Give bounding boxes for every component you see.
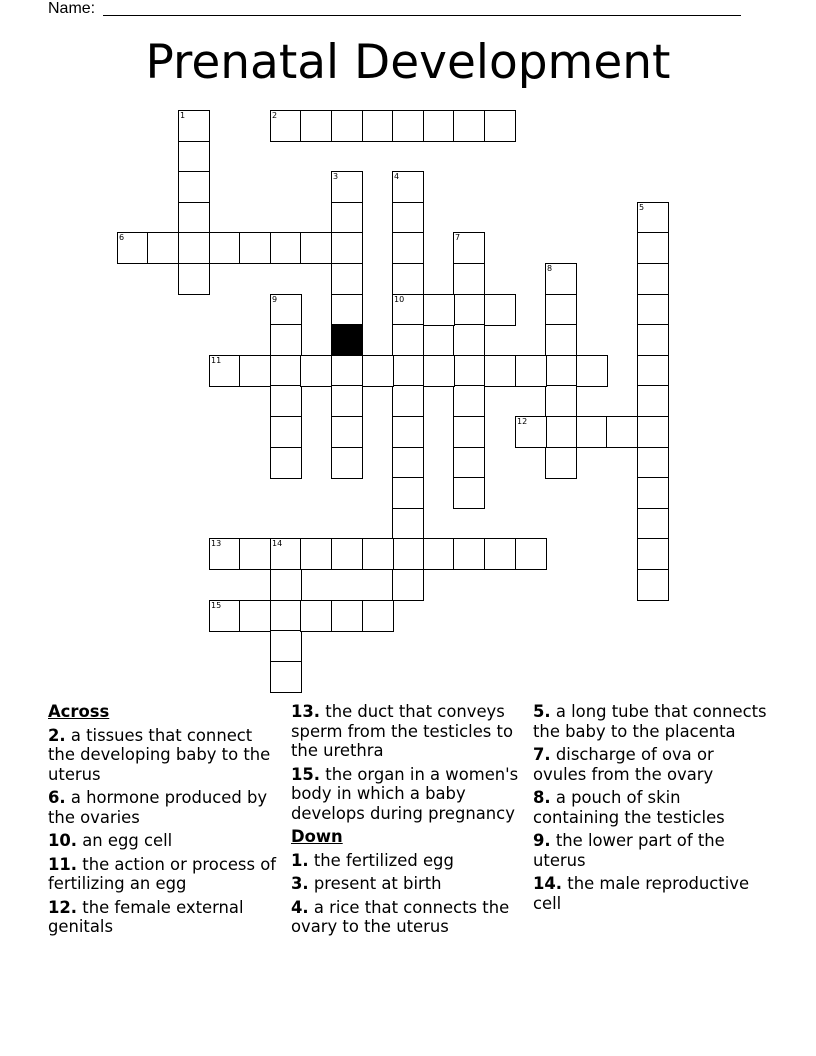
crossword-cell[interactable] xyxy=(209,232,241,264)
crossword-cell[interactable] xyxy=(637,202,669,234)
clue-text: the female external genitals xyxy=(48,897,244,936)
crossword-cell[interactable] xyxy=(331,294,363,326)
crossword-cell[interactable] xyxy=(637,416,669,448)
crossword-cell[interactable] xyxy=(545,416,577,448)
crossword-cell[interactable] xyxy=(331,202,363,234)
cell-number: 1 xyxy=(180,111,186,120)
crossword-cell[interactable] xyxy=(392,171,424,203)
cell-number: 14 xyxy=(272,539,283,548)
crossword-cell[interactable] xyxy=(392,569,424,601)
crossword-cell[interactable] xyxy=(392,477,424,509)
clue-down-9 xyxy=(533,831,768,870)
crossword-cell[interactable] xyxy=(423,538,455,570)
clue-column-3 xyxy=(533,702,768,917)
crossword-cell[interactable] xyxy=(362,110,394,142)
clue-number: 2. xyxy=(48,725,66,745)
clue-number: 13. xyxy=(291,702,321,721)
crossword-cell[interactable] xyxy=(637,263,669,295)
crossword-cell[interactable] xyxy=(331,171,363,203)
name-label: Name: xyxy=(48,0,96,17)
crossword-cell[interactable] xyxy=(270,110,302,142)
crossword-cell[interactable] xyxy=(300,355,332,387)
clue-text: the lower part of the uterus xyxy=(533,831,725,870)
clue-text: the male reproductive cell xyxy=(533,874,750,913)
blocked-cell xyxy=(331,324,363,356)
crossword-cell[interactable] xyxy=(178,110,210,142)
crossword-cell[interactable] xyxy=(178,202,210,234)
crossword-cell[interactable] xyxy=(545,324,577,356)
clue-across-2 xyxy=(48,726,283,785)
clue-number: 14. xyxy=(533,874,563,893)
crossword-cell[interactable] xyxy=(331,355,363,387)
cell-number: 2 xyxy=(272,111,278,120)
crossword-cell[interactable] xyxy=(606,416,638,448)
clue-down-4 xyxy=(291,898,526,937)
clue-across-12 xyxy=(48,898,283,937)
crossword-cell[interactable] xyxy=(453,294,485,326)
crossword-cell[interactable] xyxy=(300,538,332,570)
crossword-cell[interactable] xyxy=(331,600,363,632)
clue-down-5 xyxy=(533,702,768,741)
clue-number: 7. xyxy=(533,745,551,764)
cell-number: 7 xyxy=(455,233,461,242)
clue-down-7 xyxy=(533,745,768,784)
crossword-cell[interactable] xyxy=(362,538,394,570)
crossword-cell[interactable] xyxy=(392,385,424,417)
crossword-cell[interactable] xyxy=(239,355,271,387)
crossword-cell[interactable] xyxy=(331,232,363,264)
crossword-cell[interactable] xyxy=(392,324,424,356)
clue-text: the organ in a women's body in which a baby develops during pregnancy xyxy=(291,764,519,823)
crossword-cell[interactable] xyxy=(392,232,424,264)
clue-number: 6. xyxy=(48,788,66,807)
crossword-cell[interactable] xyxy=(423,110,455,142)
clue-text: a tissues that connect the developing baby to the uterus xyxy=(48,725,271,784)
crossword-cell[interactable] xyxy=(331,447,363,479)
crossword-cell[interactable] xyxy=(331,416,363,448)
clue-across-15 xyxy=(291,765,526,824)
crossword-cell[interactable] xyxy=(270,324,302,356)
clue-across-13 xyxy=(291,702,526,761)
crossword-cell[interactable] xyxy=(637,508,669,540)
crossword-cell[interactable] xyxy=(392,110,424,142)
crossword-cell[interactable] xyxy=(117,232,149,264)
down-heading: Down xyxy=(291,827,343,846)
clue-down-8 xyxy=(533,788,768,827)
cell-number: 11 xyxy=(211,356,222,365)
crossword-cell[interactable] xyxy=(637,385,669,417)
across-heading: Across xyxy=(48,702,110,721)
crossword-cell[interactable] xyxy=(637,324,669,356)
crossword-cell[interactable] xyxy=(392,294,424,326)
clue-text: the action or process of fertilizing an egg xyxy=(48,854,277,893)
crossword-cell[interactable] xyxy=(270,630,302,662)
cell-number: 12 xyxy=(517,417,528,426)
crossword-cell[interactable] xyxy=(515,355,547,387)
crossword-cell[interactable] xyxy=(300,232,332,264)
crossword-cell[interactable] xyxy=(270,355,302,387)
crossword-cell[interactable] xyxy=(209,538,241,570)
crossword-cell[interactable] xyxy=(209,600,241,632)
crossword-cell[interactable] xyxy=(423,294,455,326)
crossword-cell[interactable] xyxy=(178,171,210,203)
crossword-cell[interactable] xyxy=(484,110,516,142)
crossword-cell[interactable] xyxy=(270,385,302,417)
crossword-cell[interactable] xyxy=(270,661,302,693)
crossword-cell[interactable] xyxy=(392,355,424,387)
crossword-cell[interactable] xyxy=(484,355,516,387)
crossword-cell[interactable] xyxy=(178,232,210,264)
crossword-cell[interactable] xyxy=(637,294,669,326)
crossword-cell[interactable] xyxy=(637,538,669,570)
clue-text: discharge of ova or ovules from the ovary xyxy=(533,745,714,784)
crossword-cell[interactable] xyxy=(270,416,302,448)
crossword-cell[interactable] xyxy=(300,110,332,142)
clue-down-1 xyxy=(291,851,526,871)
clue-text: a hormone produced by the ovaries xyxy=(48,788,268,827)
clue-text: an egg cell xyxy=(82,831,173,850)
clue-text: the fertilized egg xyxy=(313,850,454,870)
cell-number: 15 xyxy=(211,601,222,610)
clue-number: 1. xyxy=(291,850,309,870)
crossword-cell[interactable] xyxy=(331,385,363,417)
crossword-cell[interactable] xyxy=(392,538,424,570)
crossword-cell[interactable] xyxy=(423,355,455,387)
crossword-cell[interactable] xyxy=(453,385,485,417)
clue-column-1 xyxy=(48,702,283,941)
crossword-cell[interactable] xyxy=(270,569,302,601)
clue-column-2 xyxy=(291,702,526,941)
clue-number: 10. xyxy=(48,831,78,850)
crossword-cell[interactable] xyxy=(270,538,302,570)
page-title: Prenatal Development xyxy=(145,35,671,90)
crossword-cell[interactable] xyxy=(484,294,516,326)
crossword-cell[interactable] xyxy=(239,600,271,632)
crossword-cell[interactable] xyxy=(515,538,547,570)
crossword-cell[interactable] xyxy=(637,447,669,479)
crossword-cell[interactable] xyxy=(239,232,271,264)
crossword-cell[interactable] xyxy=(515,416,547,448)
crossword-cell[interactable] xyxy=(576,355,608,387)
crossword-cell[interactable] xyxy=(545,355,577,387)
crossword-cell[interactable] xyxy=(453,263,485,295)
crossword-cell[interactable] xyxy=(453,232,485,264)
clue-text: the duct that conveys sperm from the testicles to the urethra xyxy=(291,702,514,760)
crossword-cell[interactable] xyxy=(453,538,485,570)
crossword-cell[interactable] xyxy=(545,294,577,326)
crossword-cell[interactable] xyxy=(392,447,424,479)
crossword-cell[interactable] xyxy=(453,477,485,509)
cell-number: 4 xyxy=(394,172,400,181)
clue-number: 8. xyxy=(533,788,551,807)
crossword-cell[interactable] xyxy=(178,263,210,295)
crossword-cell[interactable] xyxy=(637,569,669,601)
crossword-cell[interactable] xyxy=(545,447,577,479)
crossword-cell[interactable] xyxy=(147,232,179,264)
clue-down-14 xyxy=(533,874,768,913)
clue-number: 12. xyxy=(48,897,78,917)
crossword-cell[interactable] xyxy=(362,600,394,632)
crossword-cell[interactable] xyxy=(545,263,577,295)
crossword-cell[interactable] xyxy=(331,538,363,570)
clue-across-10 xyxy=(48,831,283,851)
crossword-cell[interactable] xyxy=(392,508,424,540)
clue-number: 5. xyxy=(533,702,551,721)
crossword-cell[interactable] xyxy=(392,263,424,295)
crossword-cell[interactable] xyxy=(392,202,424,234)
clue-down-3 xyxy=(291,874,526,894)
clue-across-6 xyxy=(48,788,283,827)
cell-number: 9 xyxy=(272,295,278,304)
crossword-cell[interactable] xyxy=(331,263,363,295)
crossword-cell[interactable] xyxy=(484,538,516,570)
crossword-cell[interactable] xyxy=(392,416,424,448)
crossword-cell[interactable] xyxy=(270,447,302,479)
crossword-cell[interactable] xyxy=(453,324,485,356)
crossword-cell[interactable] xyxy=(453,416,485,448)
cell-number: 6 xyxy=(119,233,125,242)
cell-number: 3 xyxy=(333,172,339,181)
clue-number: 4. xyxy=(291,897,309,917)
crossword-cell[interactable] xyxy=(453,355,485,387)
clue-across-11 xyxy=(48,855,283,894)
crossword-cell[interactable] xyxy=(362,355,394,387)
crossword-cell[interactable] xyxy=(209,355,241,387)
cell-number: 10 xyxy=(394,295,405,304)
cell-number: 8 xyxy=(547,264,553,273)
clue-number: 3. xyxy=(291,874,309,893)
crossword-cell[interactable] xyxy=(637,355,669,387)
clue-number: 11. xyxy=(48,854,78,874)
crossword-cell[interactable] xyxy=(453,110,485,142)
crossword-cell[interactable] xyxy=(270,232,302,264)
clue-text: a pouch of skin containing the testicles xyxy=(533,788,725,827)
crossword-cell[interactable] xyxy=(576,416,608,448)
cell-number: 5 xyxy=(639,203,645,212)
crossword-cell[interactable] xyxy=(239,538,271,570)
crossword-cell[interactable] xyxy=(178,141,210,173)
cell-number: 13 xyxy=(211,539,222,548)
crossword-cell[interactable] xyxy=(453,447,485,479)
crossword-cell[interactable] xyxy=(331,110,363,142)
crossword-cell[interactable] xyxy=(545,385,577,417)
crossword-cell[interactable] xyxy=(270,600,302,632)
crossword-cell[interactable] xyxy=(637,232,669,264)
clue-text: present at birth xyxy=(313,874,442,893)
clue-number: 15. xyxy=(291,764,321,784)
crossword-cell[interactable] xyxy=(637,477,669,509)
crossword-cell[interactable] xyxy=(270,294,302,326)
crossword-cell[interactable] xyxy=(300,600,332,632)
clue-number: 9. xyxy=(533,831,551,850)
clue-text: a long tube that connects the baby to the placenta xyxy=(533,702,767,741)
clue-text: a rice that connects the ovary to the uterus xyxy=(291,897,510,936)
